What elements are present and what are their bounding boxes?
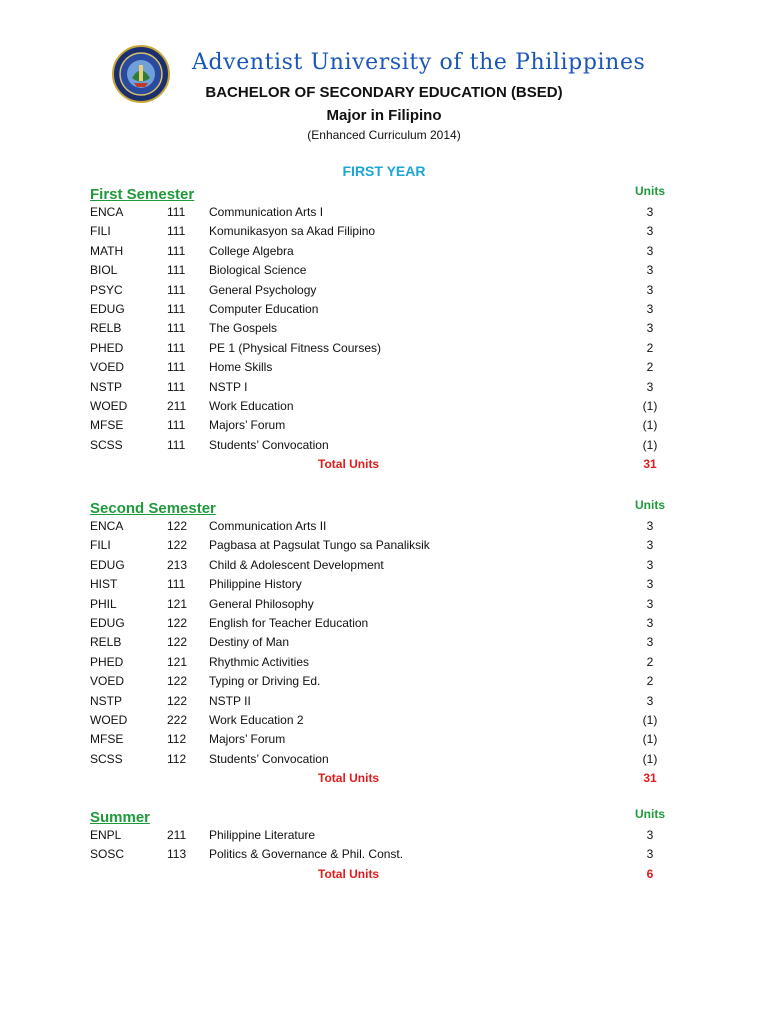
- course-code: ENPL: [90, 828, 122, 842]
- course-title: Students’ Convocation: [209, 437, 329, 452]
- course-units: 2: [646, 674, 654, 689]
- course-units: 3: [646, 321, 654, 336]
- course-title: Komunikasyon sa Akad Filipino: [209, 224, 376, 239]
- course-row: [0, 635, 768, 654]
- course-number: 113: [167, 847, 187, 862]
- course-code: HIST: [90, 577, 118, 592]
- course-code: FILI: [90, 224, 111, 239]
- course-number: 121: [167, 596, 188, 611]
- course-title: Philippine Literature: [209, 828, 316, 842]
- semester-title: Second Semester: [90, 500, 216, 517]
- course-title: NSTP II: [209, 693, 251, 708]
- course-number: 111: [167, 263, 186, 278]
- course-code: RELB: [90, 321, 122, 336]
- course-code: WOED: [90, 713, 128, 727]
- course-title: Computer Education: [209, 302, 319, 316]
- course-row: [0, 828, 768, 847]
- course-code: PHED: [90, 340, 124, 355]
- curriculum-edition: (Enhanced Curriculum 2014): [307, 128, 461, 142]
- course-number: 112: [167, 732, 187, 747]
- course-code: VOED: [90, 360, 125, 375]
- course-title: English for Teacher Education: [209, 616, 369, 630]
- total-units-row: [0, 771, 768, 790]
- course-units: 3: [646, 693, 654, 708]
- course-title: Typing or Driving Ed.: [209, 674, 321, 689]
- course-units: 2: [646, 340, 654, 355]
- course-row: [0, 732, 768, 751]
- course-number: 111: [167, 224, 186, 239]
- course-number: 111: [167, 437, 186, 452]
- course-units: 2: [646, 360, 654, 375]
- course-title: General Philosophy: [209, 596, 314, 611]
- course-title: Work Education: [209, 399, 294, 413]
- course-code: VOED: [90, 674, 125, 689]
- course-number: 111: [167, 418, 186, 433]
- course-number: 122: [167, 616, 188, 630]
- course-code: SCSS: [90, 437, 123, 452]
- course-number: 111: [167, 243, 186, 258]
- course-units: (1): [642, 399, 658, 413]
- course-code: MFSE: [90, 732, 124, 747]
- course-number: 111: [167, 577, 186, 592]
- course-units: 3: [646, 302, 654, 316]
- total-units-label: Total Units: [318, 771, 380, 786]
- course-row: [0, 538, 768, 557]
- course-row: [0, 360, 768, 379]
- course-row: [0, 577, 768, 596]
- course-row: [0, 380, 768, 399]
- units-column-header: Units: [635, 498, 665, 512]
- units-column-header: Units: [635, 184, 665, 198]
- course-title: Destiny of Man: [209, 635, 290, 650]
- course-row: [0, 263, 768, 282]
- course-row: [0, 847, 768, 866]
- total-units-value: 31: [643, 771, 657, 786]
- course-number: 112: [167, 751, 187, 766]
- course-row: [0, 694, 768, 713]
- course-code: EDUG: [90, 302, 125, 316]
- course-number: 111: [167, 302, 186, 316]
- course-units: 3: [646, 596, 654, 611]
- course-title: Philippine History: [209, 577, 302, 592]
- course-code: RELB: [90, 635, 122, 650]
- program-title: BACHELOR OF SECONDARY EDUCATION (BSED): [205, 84, 563, 101]
- course-units: 3: [646, 538, 654, 553]
- course-title: Child & Adolescent Development: [209, 557, 384, 572]
- course-number: 111: [167, 321, 186, 336]
- course-row: [0, 438, 768, 457]
- course-units: 3: [646, 379, 654, 394]
- course-number: 111: [167, 360, 186, 375]
- course-code: PHIL: [90, 596, 117, 611]
- course-title: Biological Science: [209, 263, 307, 278]
- units-column-header: Units: [635, 807, 665, 821]
- course-title: PE 1 (Physical Fitness Courses): [209, 340, 382, 355]
- course-row: [0, 224, 768, 243]
- course-title: College Algebra: [209, 243, 294, 258]
- major-title: Major in Filipino: [326, 107, 442, 124]
- course-units: (1): [642, 732, 658, 747]
- course-row: [0, 519, 768, 538]
- total-units-value: 31: [643, 457, 657, 472]
- course-code: ENCA: [90, 205, 124, 219]
- course-title: Majors’ Forum: [209, 418, 286, 433]
- course-row: [0, 205, 768, 224]
- course-units: (1): [642, 437, 658, 452]
- semester-title: First Semester: [90, 186, 195, 203]
- course-units: 3: [646, 847, 654, 862]
- course-code: FILI: [90, 538, 111, 553]
- course-code: PSYC: [90, 282, 123, 297]
- year-heading: FIRST YEAR: [342, 163, 426, 179]
- course-code: EDUG: [90, 557, 125, 572]
- total-units-row: [0, 867, 768, 886]
- course-row: [0, 283, 768, 302]
- course-title: NSTP I: [209, 379, 248, 394]
- course-row: [0, 655, 768, 674]
- course-units: (1): [642, 418, 658, 433]
- course-number: 111: [167, 282, 186, 297]
- total-units-label: Total Units: [318, 866, 380, 881]
- course-code: MATH: [90, 243, 124, 258]
- course-units: 3: [646, 243, 654, 258]
- course-title: Rhythmic Activities: [209, 654, 310, 669]
- course-code: ENCA: [90, 519, 124, 533]
- course-title: Work Education 2: [209, 713, 304, 727]
- course-number: 111: [167, 379, 186, 394]
- course-code: PHED: [90, 654, 124, 669]
- course-units: 3: [646, 205, 654, 219]
- course-row: [0, 752, 768, 771]
- course-row: [0, 399, 768, 418]
- course-code: NSTP: [90, 693, 123, 708]
- total-units-label: Total Units: [318, 457, 380, 472]
- semester-title: Summer: [90, 809, 151, 826]
- course-row: [0, 616, 768, 635]
- course-row: [0, 713, 768, 732]
- course-row: [0, 674, 768, 693]
- course-number: 121: [167, 654, 188, 669]
- total-units-value: 6: [646, 866, 654, 881]
- course-title: Communication Arts II: [209, 519, 327, 533]
- course-row: [0, 558, 768, 577]
- course-row: [0, 302, 768, 321]
- course-number: 122: [167, 674, 188, 689]
- course-number: 213: [167, 557, 188, 572]
- course-title: General Psychology: [209, 282, 317, 297]
- university-name: Adventist University of the Philippines: [192, 50, 646, 75]
- course-units: 3: [646, 635, 654, 650]
- course-code: BIOL: [90, 263, 118, 278]
- course-row: [0, 244, 768, 263]
- course-number: 122: [167, 538, 188, 553]
- course-units: 2: [646, 654, 654, 669]
- course-code: EDUG: [90, 616, 125, 630]
- course-code: SOSC: [90, 847, 125, 862]
- course-number: 111: [167, 340, 186, 355]
- course-units: 3: [646, 577, 654, 592]
- course-row: [0, 341, 768, 360]
- course-number: 211: [167, 399, 187, 413]
- course-title: Majors’ Forum: [209, 732, 286, 747]
- course-units: 3: [646, 828, 654, 842]
- course-title: Home Skills: [209, 360, 273, 375]
- course-code: SCSS: [90, 751, 123, 766]
- course-code: WOED: [90, 399, 128, 413]
- course-units: (1): [642, 713, 658, 727]
- course-units: 3: [646, 224, 654, 239]
- course-title: The Gospels: [209, 321, 278, 336]
- course-units: 3: [646, 263, 654, 278]
- course-units: 3: [646, 519, 654, 533]
- course-units: 3: [646, 616, 654, 630]
- course-units: 3: [646, 557, 654, 572]
- course-row: [0, 597, 768, 616]
- course-title: Politics & Governance & Phil. Const.: [209, 847, 404, 862]
- course-number: 122: [167, 519, 188, 533]
- course-number: 122: [167, 693, 188, 708]
- course-title: Pagbasa at Pagsulat Tungo sa Panaliksik: [209, 538, 430, 553]
- course-title: Students’ Convocation: [209, 751, 329, 766]
- course-number: 122: [167, 635, 188, 650]
- course-code: NSTP: [90, 379, 123, 394]
- course-number: 211: [167, 828, 187, 842]
- course-title: Communication Arts I: [209, 205, 324, 219]
- course-row: [0, 418, 768, 437]
- course-number: 222: [167, 713, 188, 727]
- course-code: MFSE: [90, 418, 124, 433]
- course-number: 111: [167, 205, 186, 219]
- course-units: 3: [646, 282, 654, 297]
- total-units-row: [0, 457, 768, 476]
- course-units: (1): [642, 751, 658, 766]
- course-row: [0, 321, 768, 340]
